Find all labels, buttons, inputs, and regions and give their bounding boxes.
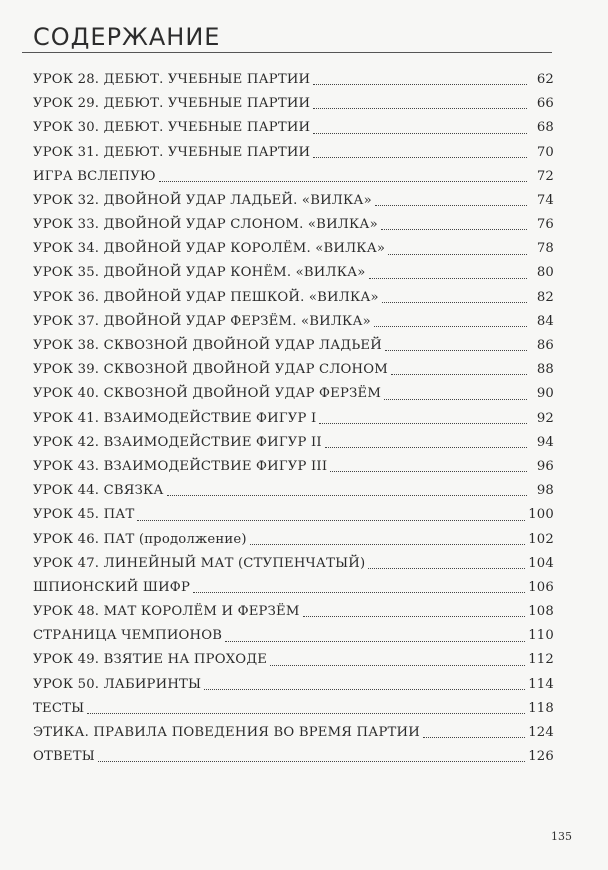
dot-leader <box>313 156 527 158</box>
toc-entry-page: 98 <box>536 483 554 499</box>
toc-entry-label: УРОК 36. ДВОЙНОЙ УДАР ПЕШКОЙ. «ВИЛКА» <box>33 289 379 305</box>
toc-entry-label: ТЕСТЫ <box>33 700 85 716</box>
title-underline <box>22 52 552 53</box>
toc-entry-page: 80 <box>536 265 554 281</box>
toc-entry-page: 82 <box>536 289 554 305</box>
toc-entry <box>33 407 554 431</box>
dot-leader <box>319 422 527 424</box>
dot-leader <box>204 688 525 690</box>
dot-leader <box>193 591 525 593</box>
toc-entry <box>33 455 554 479</box>
toc-entry <box>33 189 554 213</box>
toc-entry-label: УРОК 47. ЛИНЕЙНЫЙ МАТ (СТУПЕНЧАТЫЙ) <box>33 555 366 571</box>
toc-entry-label: ЭТИКА. ПРАВИЛА ПОВЕДЕНИЯ ВО ВРЕМЯ ПАРТИИ <box>33 725 420 741</box>
dot-leader <box>87 712 525 714</box>
toc-entry-label: УРОК 50. ЛАБИРИНТЫ <box>33 676 202 692</box>
toc-entry <box>33 358 554 382</box>
toc-entry-page: 94 <box>536 434 554 450</box>
toc-entry <box>33 382 554 406</box>
toc-entry-page: 126 <box>528 749 554 765</box>
toc-entry-label: УРОК 39. СКВОЗНОЙ ДВОЙНОЙ УДАР СЛОНОМ <box>33 362 388 378</box>
dot-leader <box>137 519 525 521</box>
dot-leader <box>98 760 525 762</box>
dot-leader <box>270 664 525 666</box>
dot-leader <box>375 204 527 206</box>
toc-entry <box>33 479 554 503</box>
toc-entry <box>33 673 554 697</box>
toc-entry-label: УРОК 32. ДВОЙНОЙ УДАР ЛАДЬЕЙ. «ВИЛКА» <box>33 192 372 208</box>
toc-entry <box>33 68 554 92</box>
table-of-contents <box>33 68 554 769</box>
toc-entry <box>33 600 554 624</box>
toc-entry-page: 88 <box>536 362 554 378</box>
toc-entry <box>33 576 554 600</box>
toc-entry <box>33 552 554 576</box>
toc-entry-page: 62 <box>536 71 554 87</box>
dot-leader <box>368 567 525 569</box>
toc-entry-label: УРОК 30. ДЕБЮТ. УЧЕБНЫЕ ПАРТИИ <box>33 120 311 136</box>
dot-leader <box>391 373 527 375</box>
toc-entry <box>33 624 554 648</box>
toc-entry-label: УРОК 42. ВЗАИМОДЕЙСТВИЕ ФИГУР II <box>33 434 322 450</box>
dot-leader <box>388 253 527 255</box>
dot-leader <box>384 398 527 400</box>
toc-entry-label: УРОК 38. СКВОЗНОЙ ДВОЙНОЙ УДАР ЛАДЬЕЙ <box>33 338 382 354</box>
toc-entry-page: 78 <box>536 241 554 257</box>
toc-entry-label: УРОК 49. ВЗЯТИЕ НА ПРОХОДЕ <box>33 652 268 668</box>
toc-entry-label: УРОК 45. ПАТ <box>33 507 135 523</box>
dot-leader <box>313 132 527 134</box>
toc-entry-page: 84 <box>536 313 554 329</box>
toc-entry-page: 74 <box>536 192 554 208</box>
toc-entry-page: 70 <box>536 144 554 160</box>
toc-entry-label: УРОК 37. ДВОЙНОЙ УДАР ФЕРЗЁМ. «ВИЛКА» <box>33 313 371 329</box>
toc-entry-page: 68 <box>536 120 554 136</box>
toc-entry-label: УРОК 43. ВЗАИМОДЕЙСТВИЕ ФИГУР III <box>33 458 328 474</box>
toc-entry-page: 104 <box>528 555 554 571</box>
dot-leader <box>313 83 527 85</box>
toc-entry-page: 92 <box>536 410 554 426</box>
toc-entry-page: 86 <box>536 338 554 354</box>
toc-entry-label: СТРАНИЦА ЧЕМПИОНОВ <box>33 628 223 644</box>
toc-entry-label: УРОК 48. МАТ КОРОЛЁМ И ФЕРЗЁМ <box>33 604 300 620</box>
dot-leader <box>423 736 525 738</box>
dot-leader <box>385 349 527 351</box>
toc-entry-label: ИГРА ВСЛЕПУЮ <box>33 168 156 184</box>
toc-entry-label: УРОК 44. СВЯЗКА <box>33 483 164 499</box>
dot-leader <box>159 180 527 182</box>
dot-leader <box>303 615 526 617</box>
toc-entry-page: 96 <box>536 458 554 474</box>
toc-entry-label: УРОК 31. ДЕБЮТ. УЧЕБНЫЕ ПАРТИИ <box>33 144 311 160</box>
toc-entry-page: 66 <box>536 96 554 112</box>
toc-entry-page: 112 <box>528 652 554 668</box>
toc-entry <box>33 721 554 745</box>
toc-entry-label: УРОК 40. СКВОЗНОЙ ДВОЙНОЙ УДАР ФЕРЗЁМ <box>33 386 382 402</box>
toc-entry-page: 118 <box>528 700 554 716</box>
dot-leader <box>382 301 527 303</box>
dot-leader <box>250 543 526 545</box>
toc-entry-label: УРОК 28. ДЕБЮТ. УЧЕБНЫЕ ПАРТИИ <box>33 71 311 87</box>
toc-entry-label: УРОК 34. ДВОЙНОЙ УДАР КОРОЛЁМ. «ВИЛКА» <box>33 241 386 257</box>
toc-entry <box>33 310 554 334</box>
toc-entry <box>33 262 554 286</box>
toc-entry <box>33 745 554 769</box>
toc-entry <box>33 213 554 237</box>
toc-entry <box>33 503 554 527</box>
toc-entry-label: УРОК 41. ВЗАИМОДЕЙСТВИЕ ФИГУР I <box>33 410 317 426</box>
toc-entry-label: ШПИОНСКИЙ ШИФР <box>33 579 191 595</box>
toc-entry-page: 124 <box>528 725 554 741</box>
toc-entry <box>33 237 554 261</box>
toc-entry-page: 90 <box>536 386 554 402</box>
dot-leader <box>330 470 527 472</box>
toc-entry-label: ОТВЕТЫ <box>33 749 95 765</box>
dot-leader <box>381 228 527 230</box>
toc-entry-label: УРОК 46. ПАТ (продолжение) <box>33 531 247 547</box>
toc-entry <box>33 286 554 310</box>
toc-entry-page: 106 <box>528 579 554 595</box>
dot-leader <box>225 640 525 642</box>
dot-leader <box>374 325 527 327</box>
toc-entry-page: 110 <box>528 628 554 644</box>
toc-entry-label: УРОК 33. ДВОЙНОЙ УДАР СЛОНОМ. «ВИЛКА» <box>33 217 378 233</box>
dot-leader <box>167 494 527 496</box>
toc-entry <box>33 116 554 140</box>
dot-leader <box>325 446 527 448</box>
toc-entry-page: 76 <box>536 217 554 233</box>
dot-leader <box>369 277 527 279</box>
toc-entry-page: 102 <box>528 531 554 547</box>
page-title: СОДЕРЖАНИЕ <box>33 23 221 51</box>
toc-entry <box>33 528 554 552</box>
toc-entry-label: УРОК 35. ДВОЙНОЙ УДАР КОНЁМ. «ВИЛКА» <box>33 265 366 281</box>
toc-entry-page: 72 <box>536 168 554 184</box>
toc-entry-page: 100 <box>528 507 554 523</box>
toc-entry <box>33 141 554 165</box>
toc-entry <box>33 697 554 721</box>
toc-entry-page: 108 <box>528 604 554 620</box>
toc-entry <box>33 92 554 116</box>
toc-entry <box>33 431 554 455</box>
toc-entry-page: 114 <box>528 676 554 692</box>
toc-entry-label: УРОК 29. ДЕБЮТ. УЧЕБНЫЕ ПАРТИИ <box>33 96 311 112</box>
toc-entry <box>33 334 554 358</box>
toc-entry <box>33 165 554 189</box>
page-number: 135 <box>551 830 572 843</box>
dot-leader <box>313 107 527 109</box>
toc-entry <box>33 649 554 673</box>
